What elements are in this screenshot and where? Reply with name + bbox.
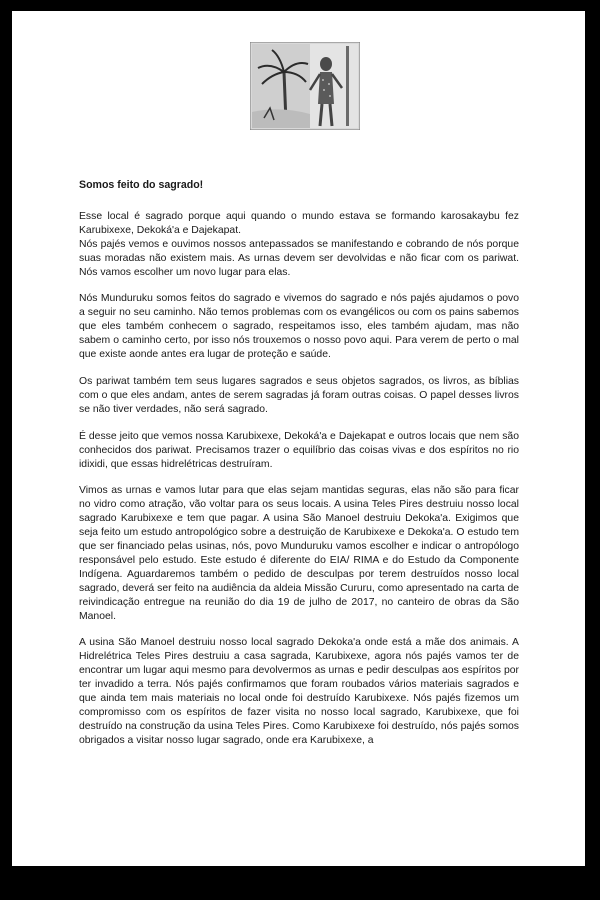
paragraph-6: Vimos as urnas e vamos lutar para que elas sejam mantidas seguras, elas não são para ficar no vidro como atração, vão voltar para os seus locais. A usina Teles Pires destruiu nosso local sagrado Karubixexe e tem que pagar. A usina São Manoel destruiu Dekoka'a. Exigimos que seja feito um estudo antropológico sobre a destruição de Karubixexe e Dekoka'a. O estudo tem que ser financiado pelas usinas, nós, povo Munduruku vamos escolher e indicar o antropólogo responsável pelo estudo. Este estudo é diferente do EIA/ RIMA e do Estudo da Componente Indígena. Aguardaremos também o pedido de desculpas por terem destruídos nosso local sagrado, deverá ser feito na audiência da aldeia Missão Cururu, como apresentado na carta de reivindicação entregue na reunião do dia 19 de julho de 2017, no canteiro de obras da São Manoel. — [79, 485, 519, 622]
paragraph-1: Esse local é sagrado porque aqui quando o mundo estava se formando karosakaybu fez Karubixexe, Dekoká'a e Dajekapat. — [79, 210, 519, 236]
paragraph-7: A usina São Manoel destruiu nosso local sagrado Dekoka'a onde está a mãe dos animais. A Hidrelétrica Teles Pires destruiu a casa sagrada, Karubixexe, agora nós pajés vamos ter de encontrar um lugar aqui mesmo para devolvermos as urnas e pedir desculpas aos espíritos por ter invadido a terra. Nós pajés confirmamos que foram roubados vários materiais sagrados e que ainda tem mais materiais no local onde foi destruído Karubixexe. Nós pajés fizemos um compromisso com os espíritos de fazer visita no nosso local sagrado, Karubixexe, que foi destruído na construção da usina Teles Pires. Como Karubixexe foi destruído, nós pajés somos obrigados a visitar nosso lugar sagrado, onde era Karubixexe, a — [79, 637, 519, 746]
paragraph-2: Nós pajés vemos e ouvimos nossos antepassados se manifestando e cobrando de nós porque suas moradas não existem mais. As urnas devem ser devolvidas e não ficar com os pariwat. Nós vamos escolher um novo lugar para elas. — [79, 238, 519, 278]
document-body — [79, 179, 519, 761]
paragraph-3: Nós Munduruku somos feitos do sagrado e vivemos do sagrado e nós pajés ajudamos o povo a seguir no seu caminho. Não temos problemas com os evangélicos ou com os pains sabemos que eles também conhecem o sagrado, respeitamos isso, eles também ajudam, mas não sabem o caminho certo, por isso nós trouxemos o nosso povo aqui. Para verem de perto o mal que existe aonde antes era lugar de proteção e saúde. — [79, 293, 519, 361]
document-page — [12, 11, 585, 866]
indigenous-art-photo-icon — [250, 42, 360, 130]
paragraph-5: É desse jeito que vemos nossa Karubixexe, Dekoká'a e Dajekapat e outros locais que nem são conhecidos dos pariwat. Precisamos trazer o equilíbrio das coisas vivas e dos espíritos no rio idixidi, que essas hidrelétricas destruíram. — [79, 430, 519, 470]
document-title: Somos feito do sagrado! — [79, 179, 204, 191]
paragraph-4: Os pariwat também tem seus lugares sagrados e seus objetos sagrados, os livros, as bíblias com o que eles andam, antes de serem sagradas já foram outras coisas. O papel desses livros se não tiver verdades, não será sagrado. — [79, 375, 519, 415]
